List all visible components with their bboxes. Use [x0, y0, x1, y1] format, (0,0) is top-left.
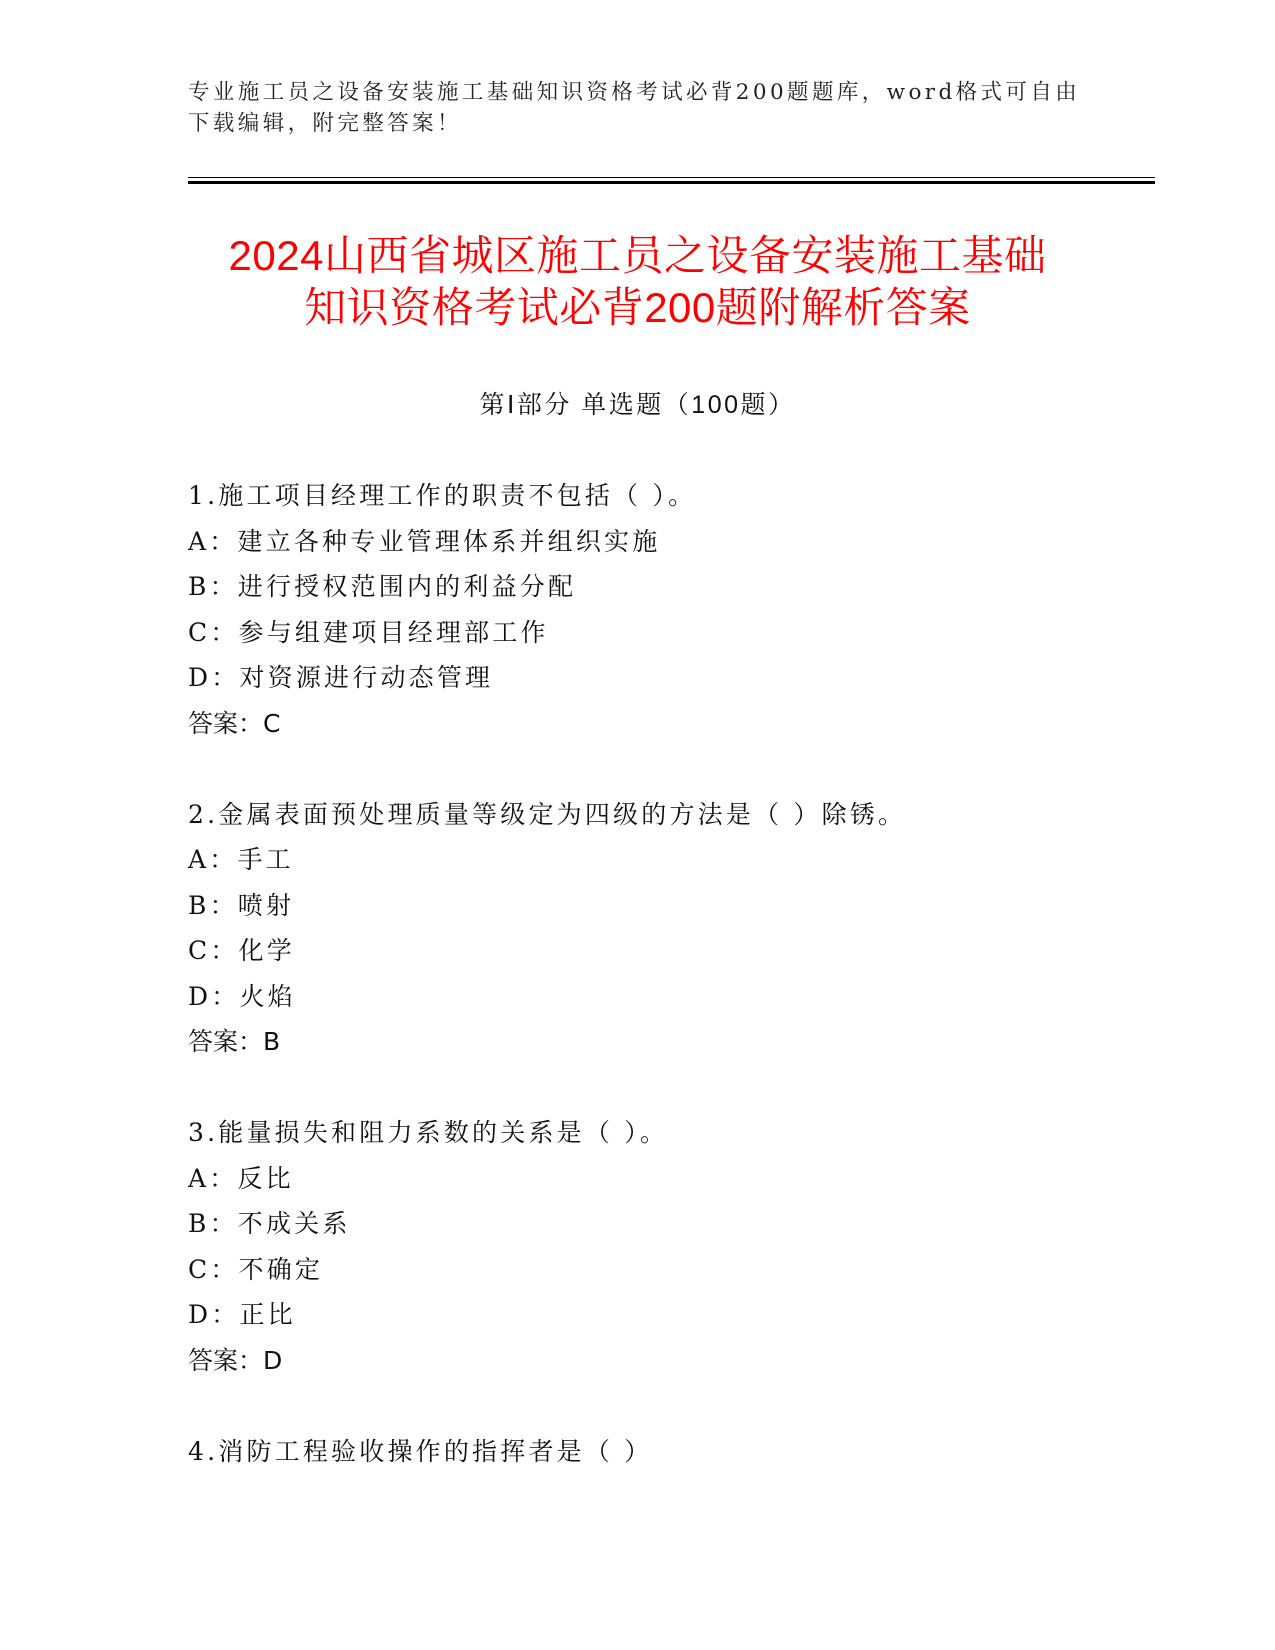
question-option: C：化学 [188, 936, 295, 965]
question-list [188, 473, 1188, 1520]
document-title [0, 230, 1275, 334]
question-answer: 答案：C [188, 708, 281, 738]
question-option: B：进行授权范围内的利益分配 [188, 572, 577, 601]
question-item [188, 1429, 1188, 1475]
title-line: 2024山西省城区施工员之设备安装施工基础 [228, 232, 1047, 279]
page-header-note [188, 77, 1080, 139]
question-option: C：参与组建项目经理部工作 [188, 617, 549, 647]
question-option: C：不确定 [188, 1254, 324, 1284]
question-stem: 3.能量损失和阻力系数的关系是（ ）。 [188, 1118, 669, 1147]
question-answer: 答案：B [188, 1027, 281, 1056]
header-line: 专业施工员之设备安装施工基础知识资格考试必背200题题库，word格式可自由 [188, 80, 1081, 105]
question-stem: 1.施工项目经理工作的职责不包括（ ）。 [188, 481, 697, 510]
question-stem: 2.金属表面预处理质量等级定为四级的方法是（ ）除锈。 [188, 799, 907, 829]
question-option: B：不成关系 [188, 1209, 351, 1238]
question-option: D：正比 [188, 1300, 296, 1329]
question-item [188, 473, 1188, 746]
section-heading: 第Ⅰ部分 单选题（100题） [479, 391, 796, 419]
title-line: 知识资格考试必背200题附解析答案 [304, 284, 971, 331]
question-option: D：对资源进行动态管理 [188, 663, 494, 692]
question-answer: 答案：D [188, 1345, 283, 1375]
question-option: D：火焰 [188, 981, 296, 1011]
header-line: 下载编辑，附完整答案！ [188, 111, 462, 136]
question-option: A：反比 [188, 1163, 294, 1193]
question-option: B：喷射 [188, 890, 295, 920]
question-option: A：建立各种专业管理体系并组织实施 [188, 526, 661, 556]
header-divider [188, 177, 1155, 184]
question-stem: 4.消防工程验收操作的指挥者是（ ） [188, 1436, 653, 1466]
question-option: A：手工 [188, 845, 294, 874]
question-item [188, 792, 1188, 1065]
question-item [188, 1110, 1188, 1383]
